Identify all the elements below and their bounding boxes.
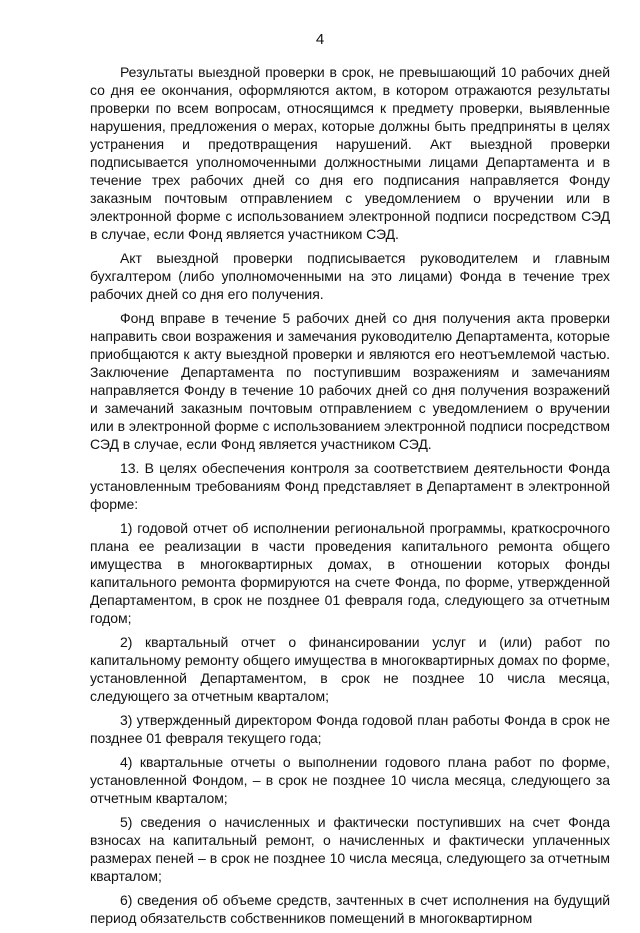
list-item-1: 1) годовой отчет об исполнении региональной программы, краткосрочного плана ее реализации в части проведения капитального ремонта общего имущества в многоквартирных домах, в отношении которых фонды капитального ремонта формируются на счете Фонда, по форме, утвержденной Департаментом, в срок не позднее 01 февраля года, следующего за отчетным годом; [90,520,610,626]
list-item-2: 2) квартальный отчет о финансировании услуг и (или) работ по капитальному ремонту общего имущества в многоквартирных домах по форме, установленной Департаментом, в срок не позднее 10 числа месяца, следующего за отчетным кварталом; [90,634,610,704]
list-item-4: 4) квартальные отчеты о выполнении годового плана работ по форме, установленной Фондом, – в срок не позднее 10 числа месяца, следующего за отчетным кварталом; [90,754,610,806]
paragraph-inspection-results: Результаты выездной проверки в срок, не превышающий 10 рабочих дней со дня ее окончания, оформляются актом, в котором отражаются результаты проверки по всем вопросам, относящимся к предмету проверки, выявленные нарушения, предложения о мерах, которые должны быть предприняты в целях устранения и предотвращения нарушений. Акт выездной проверки подписывается уполномоченными должностными лицами Департамента и в течение трех рабочих дней со дня его подписания направляется Фонду заказным почтовым отправлением с уведомлением о вручении или в электронной форме с использованием электронной подписи посредством СЭД в случае, если Фонд является участником СЭД. [90,64,610,242]
page-number: 4 [315,31,325,48]
list-item-6: 6) сведения об объеме средств, зачтенных в счет исполнения на будущий период обязательств собственников помещений в многоквартирном [90,892,610,926]
paragraph-objections: Фонд вправе в течение 5 рабочих дней со дня получения акта проверки направить свои возражения и замечания руководителю Департамента, которые приобщаются к акту выездной проверки и являются его неотъемлемой частью. Заключение Департамента по поступившим возражениям и замечаниям направляется Фонду в течение 10 рабочих дней со дня получения возражений и замечаний заказным почтовым отправлением с уведомлением о вручении или в электронной форме с использованием электронной подписи посредством СЭД в случае, если Фонд является участником СЭД. [90,310,610,452]
list-item-5: 5) сведения о начисленных и фактически поступивших на счет Фонда взносах на капитальный ремонт, о начисленных и фактически уплаченных размерах пеней – в срок не позднее 10 числа месяца, следующего за отчетным кварталом; [90,814,610,884]
list-item-3: 3) утвержденный директором Фонда годовой план работы Фонда в срок не позднее 01 февраля текущего года; [90,712,610,746]
paragraph-act-signing: Акт выездной проверки подписывается руководителем и главным бухгалтером (либо уполномоченными на это лицами) Фонда в течение трех рабочих дней со дня его получения. [90,250,610,302]
paragraph-clause-13: 13. В целях обеспечения контроля за соответствием деятельности Фонда установленным требованиям Фонд представляет в Департамент в электронной форме: [90,460,610,512]
document-body [90,63,610,933]
